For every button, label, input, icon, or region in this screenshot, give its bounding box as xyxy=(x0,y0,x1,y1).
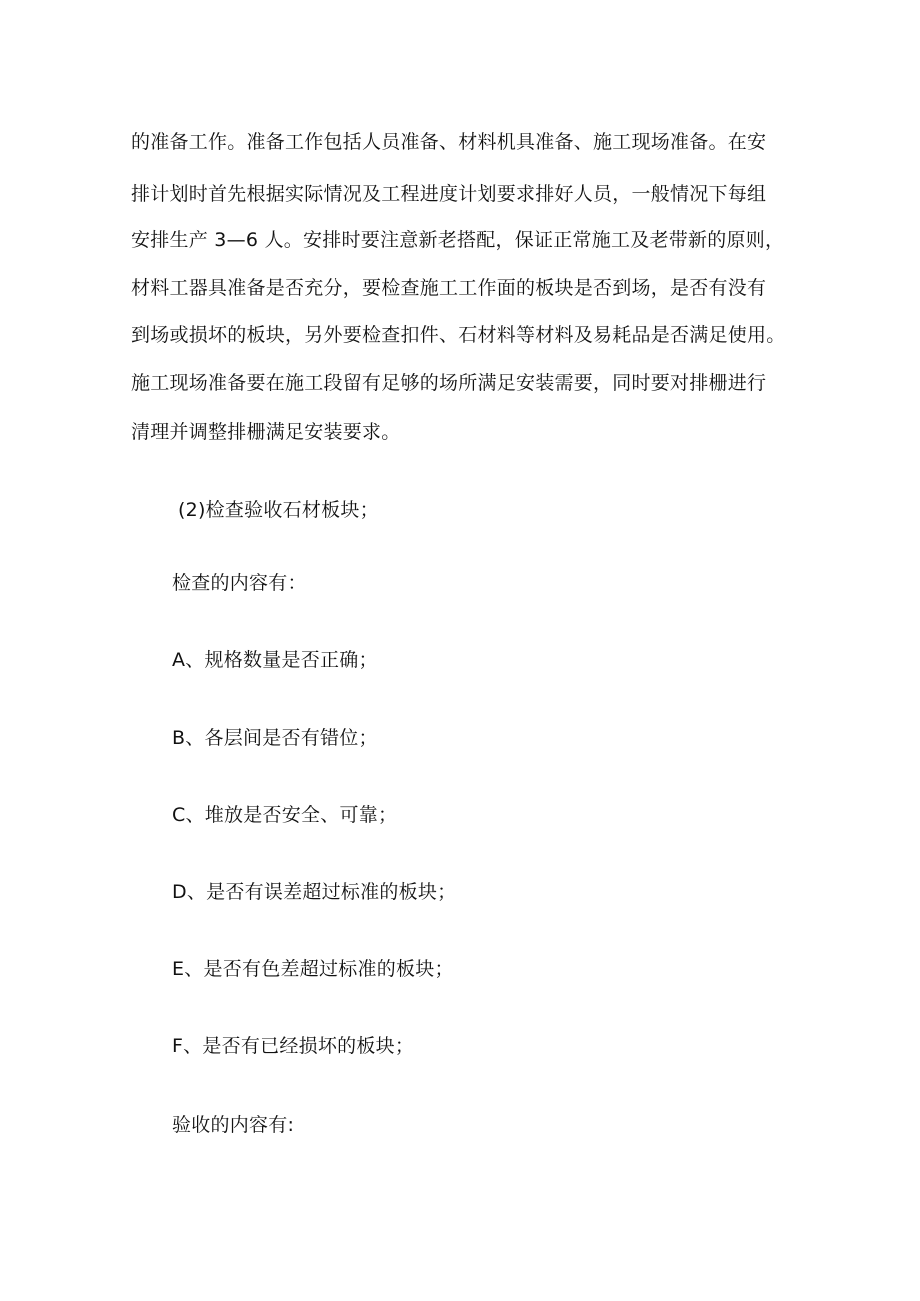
check-item-e: E、是否有色差超过标准的板块； xyxy=(172,958,454,980)
paragraph-line-1: 的准备工作。准备工作包括人员准备、材料机具准备、施工现场准备。在安 xyxy=(131,131,767,153)
paragraph-line-5: 到场或损坏的板块，另外要检查扣件、石材料等材料及易耗品是否满足使用。 xyxy=(131,324,786,346)
section-subheading: (2)检查验收石材板块； xyxy=(178,499,379,521)
check-item-a: A、规格数量是否正确； xyxy=(172,649,378,671)
paragraph-line-3: 安排生产 3—6 人。安排时要注意新老搭配，保证正常施工及老带新的原则， xyxy=(131,229,785,251)
acceptance-intro: 验收的内容有: xyxy=(172,1114,295,1136)
check-item-b: B、各层间是否有错位； xyxy=(172,727,378,749)
paragraph-line-2: 排计划时首先根据实际情况及工程进度计划要求排好人员，一般情况下每组 xyxy=(131,183,767,205)
check-intro: 检查的内容有： xyxy=(172,572,307,594)
check-item-f: F、是否有已经损坏的板块； xyxy=(172,1035,415,1057)
check-item-c: C、堆放是否安全、可靠； xyxy=(172,804,398,826)
paragraph-line-4: 材料工器具准备是否充分，要检查施工工作面的板块是否到场，是否有没有 xyxy=(131,277,767,299)
paragraph-line-6: 施工现场准备要在施工段留有足够的场所满足安装需要，同时要对排栅进行 xyxy=(131,372,767,394)
check-item-d: D、是否有误差超过标准的板块； xyxy=(172,881,457,903)
paragraph-line-7: 清理并调整排栅满足安装要求。 xyxy=(131,421,401,443)
